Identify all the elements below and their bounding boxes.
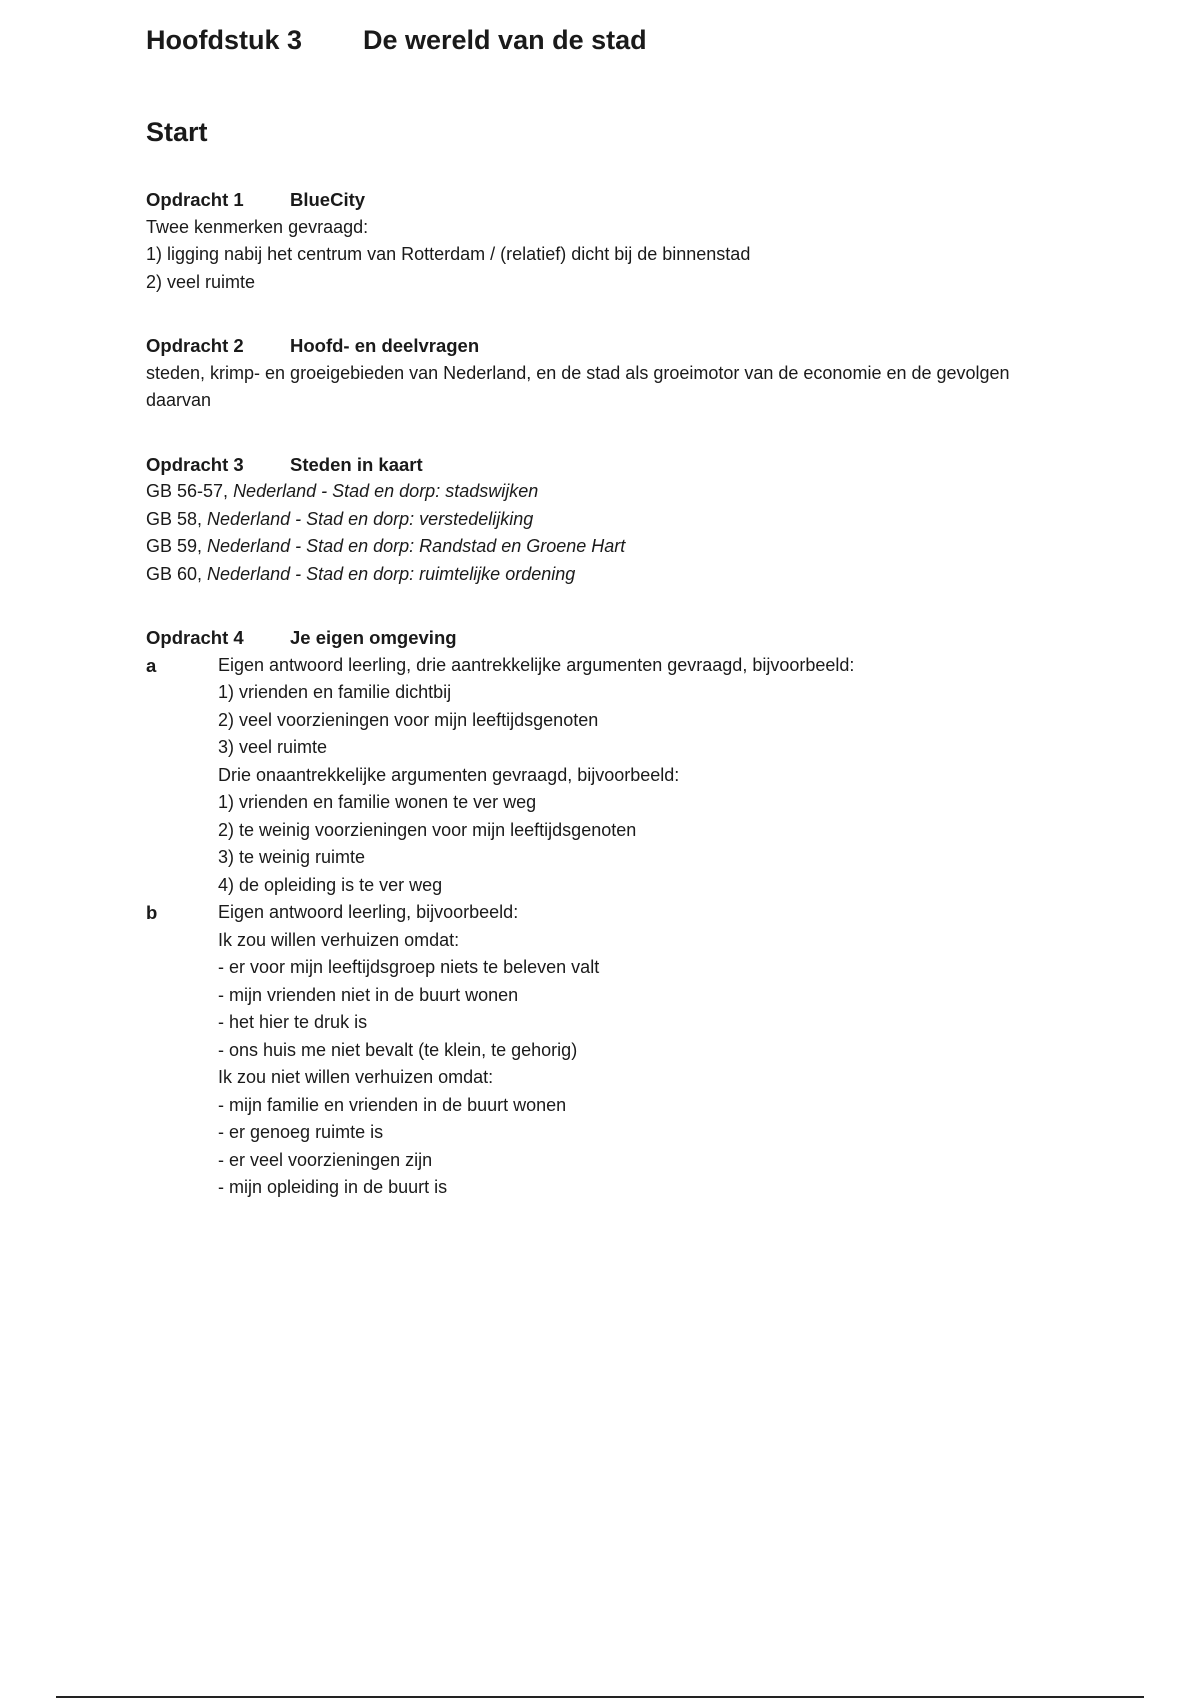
question-a [146,652,1066,900]
question-letter: a [146,654,157,676]
answer-line: Twee kenmerken gevraagd: [146,216,369,237]
answer-line: - mijn familie en vrienden in de buurt wonen [218,1094,567,1115]
answer-line: 3) veel ruimte [218,737,328,757]
atlas-reference [146,506,1066,534]
answer-line: 4) de opleiding is te ver weg [218,874,443,895]
opdracht-heading [146,186,1066,214]
opdracht-title: Hoofd- en deelvragen [290,335,480,356]
footer-divider [56,1696,1144,1698]
opdracht-4 [146,624,1066,1202]
chapter-heading [146,20,1066,60]
answer-line: - ons huis me niet bevalt (te klein, te gehorig) [218,1039,578,1060]
opdracht-heading [146,624,1066,652]
answer-line: 3) te weinig ruimte [218,847,366,867]
atlas-page: GB 59, [146,536,203,556]
question-answer [218,652,1066,900]
answer-line: Ik zou willen verhuizen omdat: [218,929,460,950]
opdracht-3 [146,451,1066,589]
answer-line: 2) veel voorzieningen voor mijn leeftijdsgenoten [218,709,599,730]
answer-line: Drie onaantrekkelijke argumenten gevraagd, bijvoorbeeld: [218,764,680,785]
answer-line: - er genoeg ruimte is [218,1122,384,1142]
opdracht-title: Je eigen omgeving [290,627,457,648]
question-letter: b [146,902,158,923]
answer-line: - het hier te druk is [218,1012,368,1032]
answer-line: - mijn vrienden niet in de buurt wonen [218,984,519,1005]
answer-paragraph: steden, krimp- en groeigebieden van Nederland, en de stad als groeimotor van de economie en de gevolgen daarvan [146,362,1010,410]
atlas-map-title: Nederland - Stad en dorp: Randstad en Groene Hart [207,536,626,556]
opdracht-number: Opdracht 3 [146,453,244,475]
question-answer [218,899,1066,1202]
answer-line: - mijn opleiding in de buurt is [218,1177,448,1197]
atlas-page: GB 56-57, [146,481,229,501]
answer-line: - er veel voorzieningen zijn [218,1149,433,1170]
atlas-map-title: Nederland - Stad en dorp: verstedelijking [207,508,534,529]
opdracht-title: Steden in kaart [290,453,423,475]
atlas-map-title: Nederland - Stad en dorp: ruimtelijke ordening [207,563,576,584]
atlas-reference [146,533,1066,561]
opdracht-2 [146,332,1066,415]
opdracht-heading [146,451,1066,479]
answer-line: 1) vrienden en familie dichtbij [218,682,452,702]
answer-line: - er voor mijn leeftijdsgroep niets te beleven valt [218,957,600,977]
opdracht-number: Opdracht 1 [146,189,244,210]
answer-line: 1) vrienden en familie wonen te ver weg [218,792,537,812]
answer-line: Ik zou niet willen verhuizen omdat: [218,1067,494,1087]
opdracht-heading [146,332,1066,360]
answer-line: 2) te weinig voorzieningen voor mijn leeftijdsgenoten [218,819,637,840]
chapter-title: De wereld van de stad [363,25,647,55]
opdracht-title: BlueCity [290,189,366,210]
question-b [146,899,1066,1202]
atlas-page: GB 60, [146,563,203,584]
opdracht-1 [146,186,1066,296]
atlas-reference [146,478,1066,506]
opdracht-number: Opdracht 4 [146,627,244,648]
atlas-map-title: Nederland - Stad en dorp: stadswijken [233,481,539,501]
document-page [146,20,1066,1202]
opdracht-number: Opdracht 2 [146,335,244,356]
answer-line: Eigen antwoord leerling, bijvoorbeeld: [218,902,519,922]
atlas-page: GB 58, [146,508,203,529]
answer-line: Eigen antwoord leerling, drie aantrekkelijke argumenten gevraagd, bijvoorbeeld: [218,654,855,675]
answer-line: 2) veel ruimte [146,271,256,292]
section-start-title: Start [146,117,208,147]
atlas-reference [146,561,1066,589]
answer-line: 1) ligging nabij het centrum van Rotterdam / (relatief) dicht bij de binnenstad [146,244,751,264]
chapter-number: Hoofdstuk 3 [146,25,303,55]
